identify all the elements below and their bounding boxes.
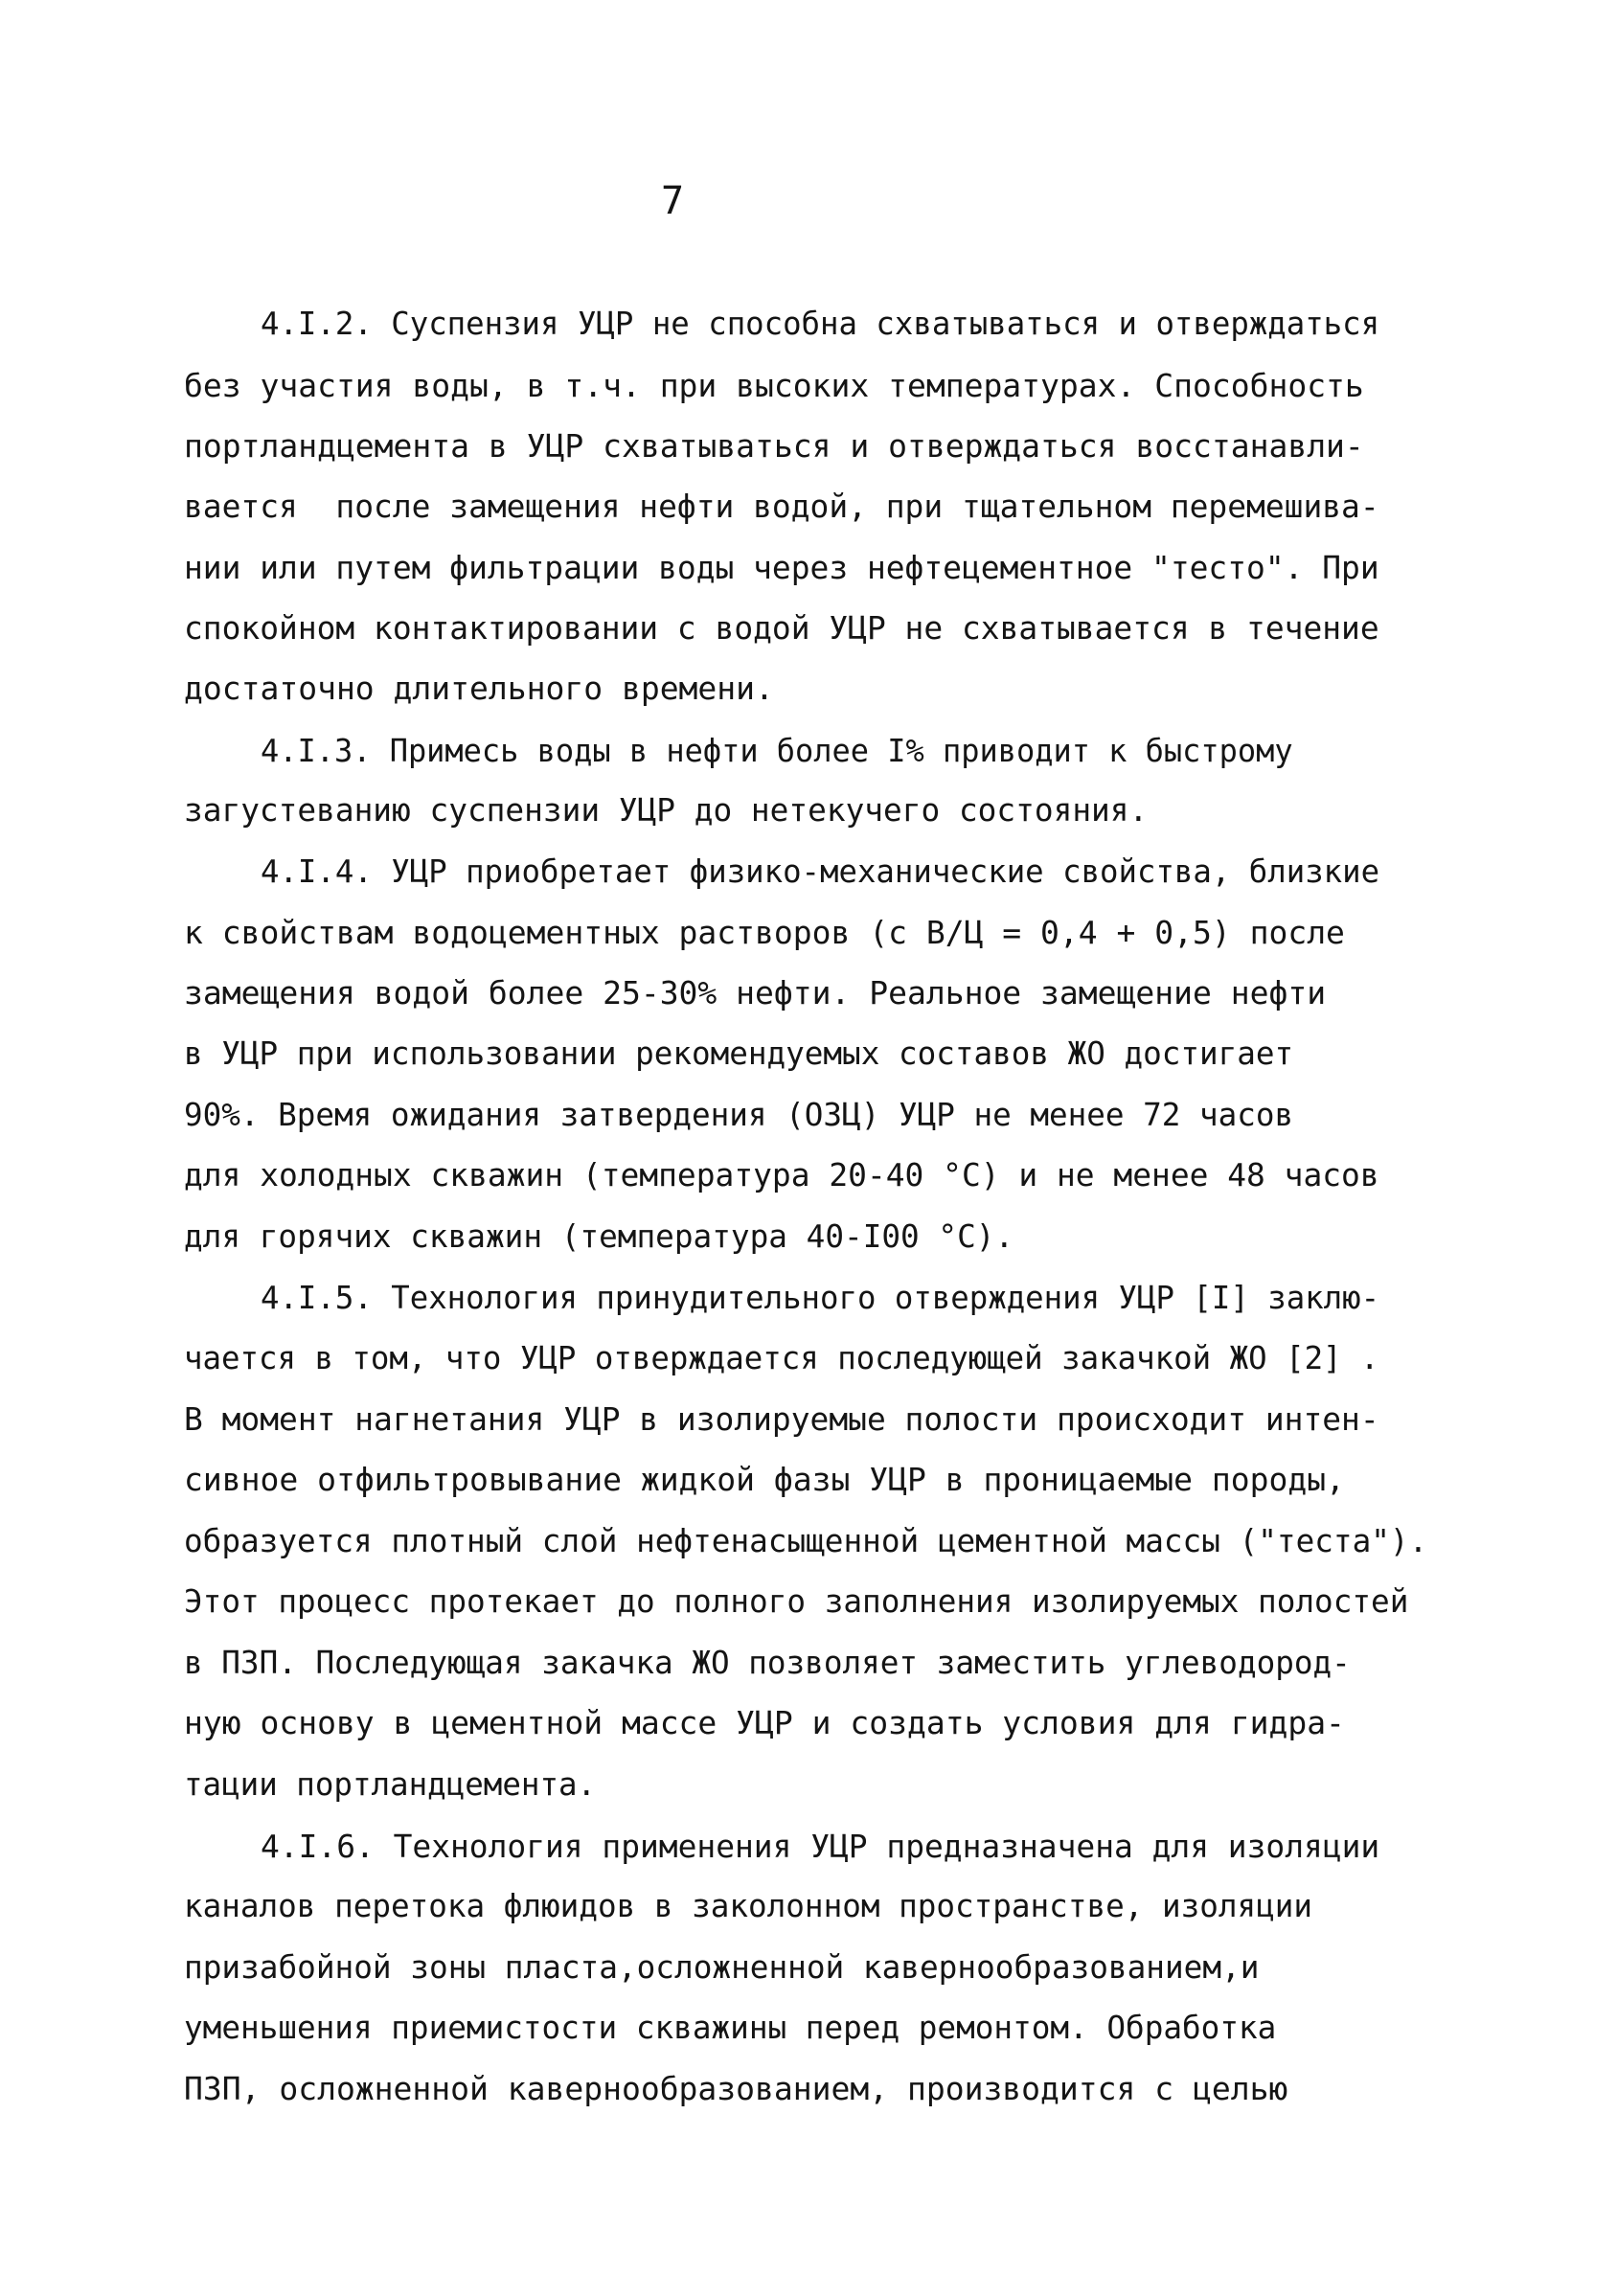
text-line: уменьшения приемистости скважины перед ремонтом. Обработка (184, 2009, 1277, 2046)
text-line: без участия воды, в т.ч. при высоких температурах. Способность (184, 367, 1364, 404)
text-line: 4.I.6. Технология применения УЦР предназначена для изоляции (261, 1828, 1380, 1865)
text-line: Этот процесс протекает до полного заполнения изолируемых полостей (184, 1582, 1409, 1620)
page-number: 7 (661, 179, 685, 223)
text-line: в УЦР при использовании рекомендуемых составов ЖО достигает (184, 1034, 1294, 1072)
text-line: достаточно длительного времени. (184, 670, 774, 707)
text-line: ПЗП, осложненной кавернообразованием, производится с целью (184, 2070, 1288, 2107)
text-line: 4.I.2. Суспензия УЦР не способна схватываться и отверждаться (261, 305, 1380, 342)
text-line: образуется плотный слой нефтенасыщенной цементной массы ("теста"). (184, 1522, 1428, 1559)
text-line: 4.I.5. Технология принудительного отверждения УЦР [I] заклю- (261, 1279, 1380, 1316)
text-line: портландцемента в УЦР схватываться и отверждаться восстанавли- (184, 427, 1364, 465)
text-line: замещения водой более 25-30% нефти. Реальное замещение нефти (184, 974, 1327, 1012)
text-line: 90%. Время ожидания затвердения (ОЗЦ) УЦР не менее 72 часов (184, 1096, 1294, 1133)
text-line: 4.I.3. Примесь воды в нефти более I% приводит к быстрому (261, 732, 1293, 769)
text-line: нии или путем фильтрации воды через нефтецементное "тесто". При (184, 549, 1379, 586)
text-line: спокойном контактировании с водой УЦР не схватывается в течение (184, 609, 1379, 647)
text-line: ную основу в цементной массе УЦР и создать условия для гидра- (184, 1704, 1345, 1741)
text-line: каналов перетока флюидов в заколонном пространстве, изоляции (184, 1887, 1313, 1924)
text-line: загустеванию суспензии УЦР до нетекучего состояния. (184, 791, 1149, 829)
text-line: 4.I.4. УЦР приобретает физико-механические свойства, близкие (261, 852, 1380, 890)
text-line: к свойствам водоцементных растворов (с В/Ц = 0,4 + 0,5) после (184, 914, 1345, 951)
text-line: чается в том, что УЦР отверждается последующей закачкой ЖО [2] . (184, 1339, 1379, 1376)
text-line: для горячих скважин (температура 40-I00 °С). (184, 1217, 1014, 1255)
text-line: вается после замещения нефти водой, при тщательном перемешива- (184, 488, 1379, 525)
text-line: сивное отфильтровывание жидкой фазы УЦР в проницаемые породы, (184, 1461, 1345, 1498)
text-line: В момент нагнетания УЦР в изолируемые полости происходит интен- (184, 1400, 1379, 1438)
text-line: для холодных скважин (температура 20-40 °С) и не менее 48 часов (184, 1156, 1379, 1193)
text-line: призабойной зоны пласта,осложненной кавернообразованием,и (184, 1948, 1260, 1986)
text-line: тации портландцемента. (184, 1765, 597, 1803)
text-line: в ПЗП. Последующая закачка ЖО позволяет заместить углеводород- (184, 1644, 1351, 1681)
